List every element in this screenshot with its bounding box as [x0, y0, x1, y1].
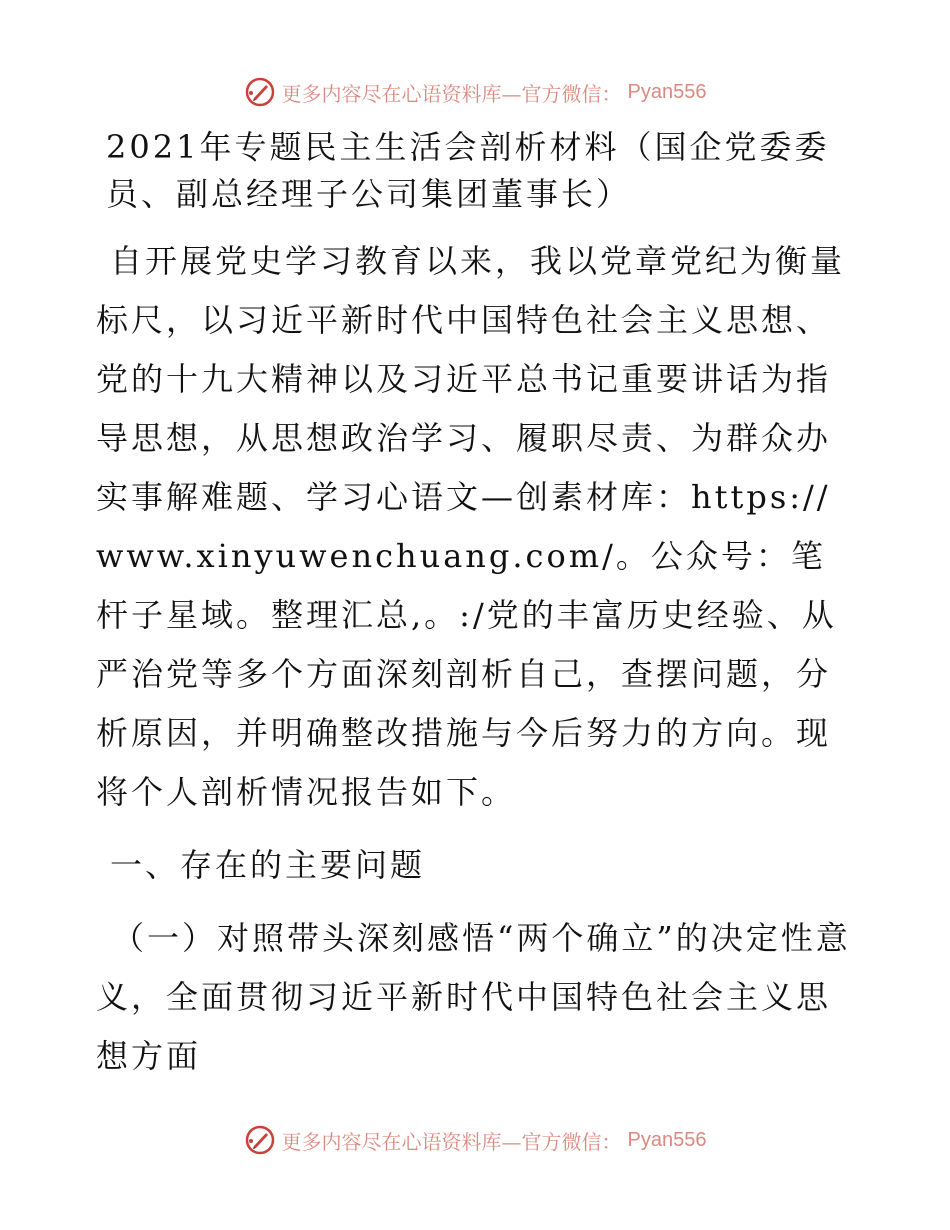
document-title: 2021年专题民主生活会剖析材料（国企党委委员、副总经理子公司集团董事长） [106, 128, 830, 213]
header-wechat-id: Pyan556 [627, 80, 707, 103]
subsection-heading: （一）对照带头深刻感悟“两个确立”的决定性意义，全面贯彻习近平新时代中国特色社会主义思想方面 [96, 919, 851, 1075]
intro-paragraph: 自开展党史学习教育以来，我以党章党纪为衡量标尺，以习近平新时代中国特色社会主义思想、党的十九大精神以及习近平总书记重要讲话为指导思想，从思想政治学习、履职尽责、为群众办实事解难题、学习心语文—创素材库：https://www.xinyuwenchuang.com/。公众号：笔杆子星域。整理汇总,。:/党的丰富历史经验、从严治党等多个方面深刻剖析自己，查摆问题，分析原因，并明确整改措施与今后努力的方向。现将个人剖析情况报告如下。 [96, 242, 846, 811]
footer-wechat-id: Pyan556 [627, 1128, 707, 1151]
section-heading: 一、存在的主要问题 [110, 846, 426, 884]
header-banner-text: 更多内容尽在心语资料库—官方微信： [281, 81, 622, 106]
pen-logo-icon [244, 1124, 276, 1156]
pen-logo-icon [244, 76, 276, 108]
footer-banner-text: 更多内容尽在心语资料库—官方微信： [281, 1129, 622, 1154]
document-body [96, 124, 856, 1086]
footer-banner [0, 1118, 950, 1162]
header-banner [0, 70, 950, 114]
